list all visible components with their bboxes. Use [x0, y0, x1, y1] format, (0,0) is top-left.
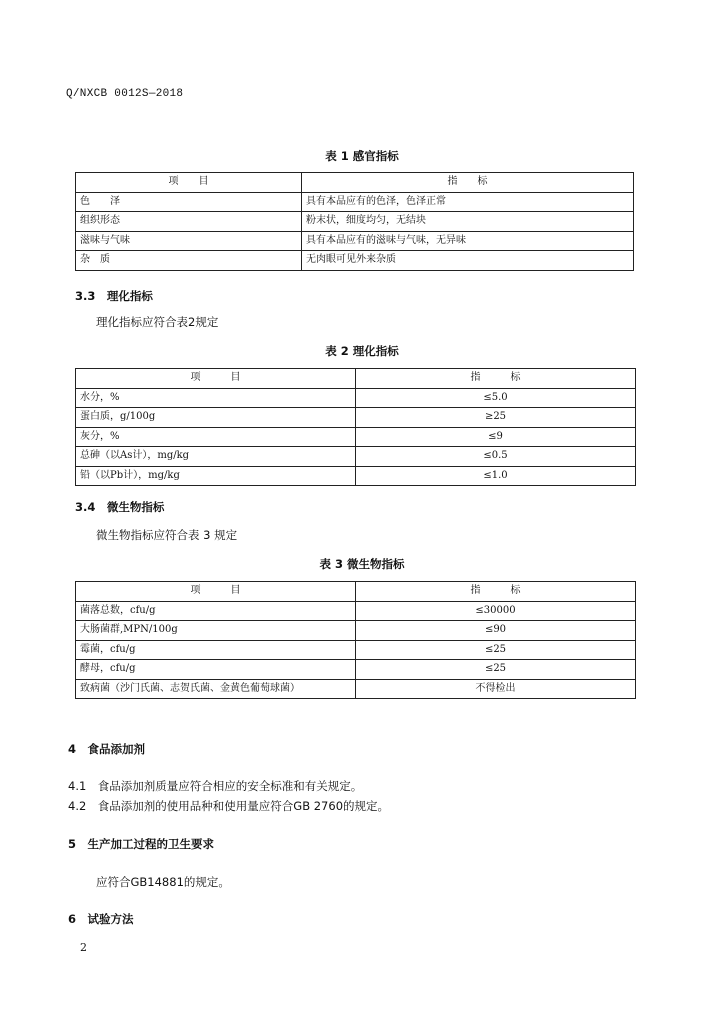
cell-item: 杂 质 — [76, 251, 302, 271]
section-6-heading: 6 试验方法 — [68, 912, 134, 926]
cell-item: 霉菌，cfu/g — [76, 640, 356, 660]
table1-caption: 表 1 感官指标 — [325, 149, 399, 163]
page-number: 2 — [80, 941, 87, 954]
header-index: 指 标 — [302, 173, 634, 193]
table-row — [76, 388, 636, 408]
cell-value: 具有本品应有的色泽，色泽正常 — [302, 192, 634, 212]
table-row — [76, 640, 636, 660]
header-item: 项 目 — [76, 582, 356, 602]
table1-sensory — [75, 172, 634, 271]
section-3-3-heading: 3.3 理化指标 — [75, 289, 153, 303]
cell-item: 灰分，% — [76, 427, 356, 447]
cell-value: ≥25 — [356, 408, 636, 428]
cell-value: ≤30000 — [356, 601, 636, 621]
table-row — [76, 660, 636, 680]
table-row — [76, 251, 634, 271]
table-row — [76, 408, 636, 428]
cell-value: 具有本品应有的滋味与气味，无异味 — [302, 231, 634, 251]
cell-value: ≤25 — [356, 640, 636, 660]
header-item: 项 目 — [76, 369, 356, 389]
table-row — [76, 231, 634, 251]
cell-item: 蛋白质，g/100g — [76, 408, 356, 428]
table-header-row — [76, 369, 636, 389]
cell-item: 总砷（以As计），mg/kg — [76, 447, 356, 467]
table-row — [76, 447, 636, 467]
table3-caption: 表 3 微生物指标 — [319, 557, 405, 571]
header-index: 指 标 — [356, 369, 636, 389]
cell-value: ≤0.5 — [356, 447, 636, 467]
cell-value: ≤9 — [356, 427, 636, 447]
document-code: Q/NXCB 0012S—2018 — [66, 88, 184, 100]
header-index: 指 标 — [356, 582, 636, 602]
table2-caption: 表 2 理化指标 — [325, 344, 399, 358]
cell-item: 色 泽 — [76, 192, 302, 212]
header-item: 项 目 — [76, 173, 302, 193]
cell-item: 组织形态 — [76, 212, 302, 232]
cell-value: ≤5.0 — [356, 388, 636, 408]
cell-value: 粉末状，细度均匀，无结块 — [302, 212, 634, 232]
section-3-3-text: 理化指标应符合表2规定 — [96, 315, 219, 329]
table-row — [76, 621, 636, 641]
table-row — [76, 427, 636, 447]
section-3-4-text: 微生物指标应符合表 3 规定 — [96, 528, 238, 542]
cell-item: 酵母，cfu/g — [76, 660, 356, 680]
cell-item: 铅（以Pb计），mg/kg — [76, 466, 356, 486]
cell-value: ≤90 — [356, 621, 636, 641]
table3-microbial — [75, 581, 636, 699]
table-row — [76, 212, 634, 232]
table-row — [76, 601, 636, 621]
cell-item: 致病菌（沙门氏菌、志贺氏菌、金黄色葡萄球菌） — [76, 679, 356, 699]
cell-item: 滋味与气味 — [76, 231, 302, 251]
section-4-heading: 4 食品添加剂 — [68, 742, 146, 756]
cell-item: 大肠菌群,MPN/100g — [76, 621, 356, 641]
table-header-row — [76, 173, 634, 193]
table-row — [76, 679, 636, 699]
section-5-text: 应符合GB14881的规定。 — [96, 875, 230, 889]
cell-value: 无肉眼可见外来杂质 — [302, 251, 634, 271]
table2-physicochemical — [75, 368, 636, 486]
cell-item: 水分，% — [76, 388, 356, 408]
section-3-4-heading: 3.4 微生物指标 — [75, 500, 165, 514]
cell-item: 菌落总数，cfu/g — [76, 601, 356, 621]
section-4-1-text: 4.1 食品添加剂质量应符合相应的安全标准和有关规定。 — [68, 779, 363, 793]
cell-value: ≤1.0 — [356, 466, 636, 486]
section-4-2-text: 4.2 食品添加剂的使用品种和使用量应符合GB 2760的规定。 — [68, 799, 390, 813]
table-row — [76, 466, 636, 486]
cell-value: ≤25 — [356, 660, 636, 680]
section-5-heading: 5 生产加工过程的卫生要求 — [68, 837, 215, 851]
table-row — [76, 192, 634, 212]
cell-value: 不得检出 — [356, 679, 636, 699]
table-header-row — [76, 582, 636, 602]
